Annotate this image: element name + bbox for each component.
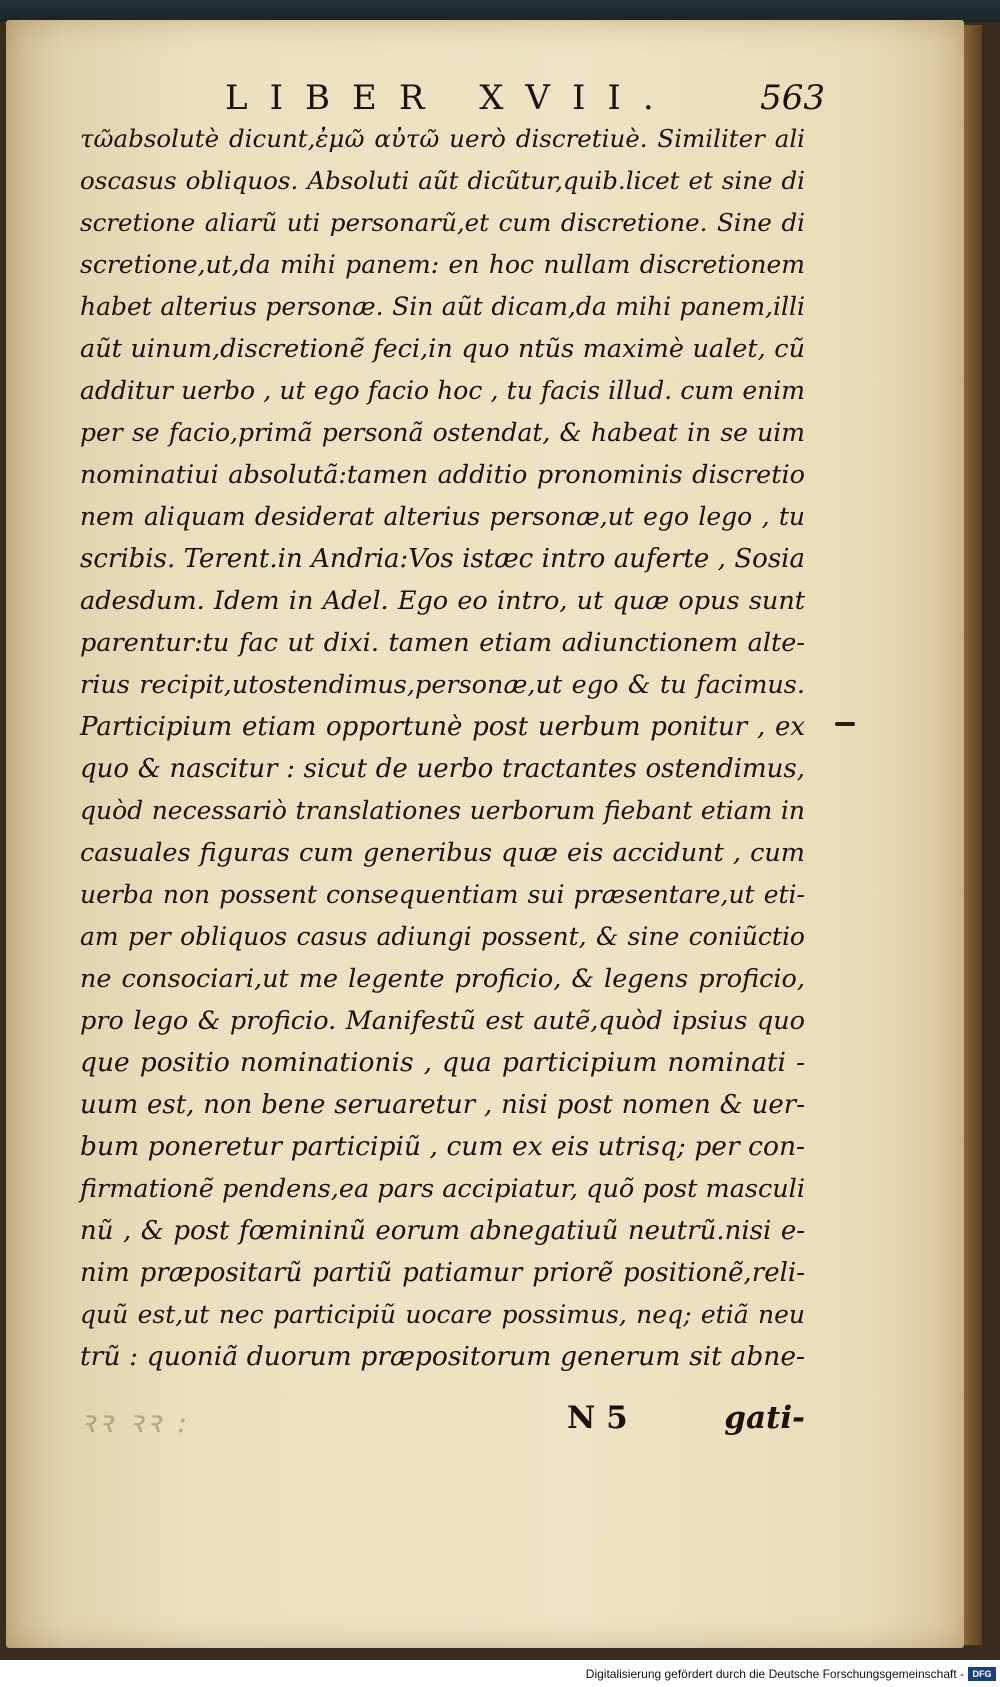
text-line: habet alterius personæ. Sin aũt dicam,da mihi panem,illi [80,292,805,321]
text-line: uum est, non bene seruaretur , nisi post nomen & uer- [80,1090,805,1120]
text-line: quo & nascitur : sicut de uerbo tractantes ostendimus, [80,754,805,784]
text-line: am per obliquos casus adiungi possent, & sine coniũctio [80,922,805,951]
text-line: nominatiui absolutã:tamen additio pronominis discretio [80,460,805,490]
text-line: quũ est,ut nec participiũ uocare possimus, neq; etiã neu [80,1300,805,1329]
text-line: pro lego & proficio. Manifestũ est autẽ,quòd ipsius quo [80,1006,805,1036]
text-line: parentur:tu fac ut dixi. tamen etiam adiunctionem alte- [80,628,805,658]
text-line: ne consociari,ut me legente proficio, & legens proficio, [80,964,805,994]
text-line: quòd necessariò translationes uerborum fiebant etiam in [80,796,805,825]
text-line: additur uerbo , ut ego facio hoc , tu facis illud. cum enim [80,376,805,405]
margin-mark [835,722,855,726]
text-line: nũ , & post fœmininũ eorum abnegatiuũ neutrũ.nisi e- [80,1216,805,1246]
page-number: 563 [760,78,825,118]
text-line: aũt uinum,discretionẽ feci,in quo ntũs maximè ualet, cũ [80,334,805,364]
footer-bar [0,1664,1000,1687]
text-line: casuales figuras cum generibus quæ eis accidunt , cum [80,838,805,868]
funding-credit: Digitalisierung gefördert durch die Deutsche Forschungsgemeinschaft - [585,1667,964,1681]
signature-mark: N 5 [567,1400,628,1436]
text-line: Participium etiam opportunè post uerbum ponitur , ex [80,712,805,742]
text-line: scretione,ut,da mihi panem: en hoc nullam discretionem [80,250,805,279]
catchword: gati- [724,1400,805,1436]
running-head: LIBER XVII. [225,78,676,118]
text-line: per se facio,primã personã ostendat, & habeat in se uim [80,418,805,447]
faded-marginal-mark: ꝛꝛ ꝛꝛ : [80,1404,190,1440]
text-line: bum poneretur participiũ , cum ex eis utrisq; per con- [80,1131,805,1162]
text-line: uerba non possent consequentiam sui præsentare,ut eti- [80,880,805,909]
scan-top-edge [0,0,1000,22]
dfg-logo: DFG [968,1667,996,1681]
text-line: nem aliquam desiderat alterius personæ,ut ego lego , tu [80,502,805,531]
text-line: adesdum. Idem in Adel. Ego eo intro, ut quæ opus sunt [80,586,805,616]
text-line: oscasus obliquos. Absoluti aũt dicũtur,quib.licet et sine di [80,166,805,195]
text-line: firmationẽ pendens,ea pars accipiatur, quõ post masculi [80,1174,805,1204]
text-line: scretione aliarũ uti personarũ,et cum discretione. Sine di [80,208,805,237]
text-line: τῶabsolutè dicunt,ἐμῶ αὐτῶ uerò discretiuè. Similiter ali [80,124,805,153]
text-line: scribis. Terent.in Andria:Vos istæc intro auferte , Sosia [80,544,805,574]
text-line: rius recipit,utostendimus,personæ,ut ego & tu facimus. [80,670,805,700]
text-line: que positio nominationis , qua participium nominati - [80,1047,805,1078]
text-line: nim præpositarũ partiũ patiamur priorẽ positionẽ,reli- [80,1258,805,1288]
text-line: trũ : quoniã duorum præpositorum generum sit abne- [80,1341,805,1372]
page-header [225,78,825,118]
book-edge [962,25,982,1645]
catchword-line [80,1400,805,1440]
body-text [80,118,805,1378]
